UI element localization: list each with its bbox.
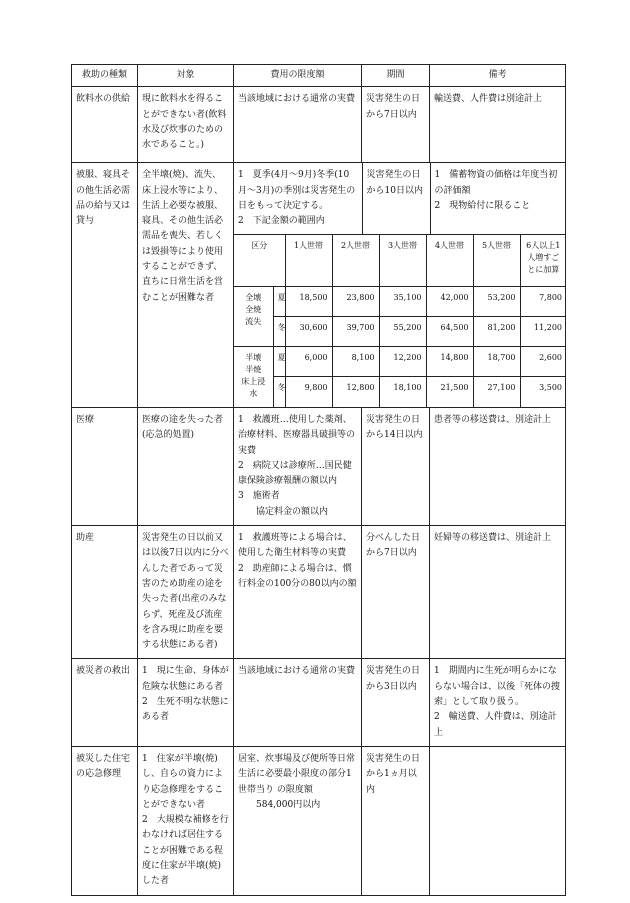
- cost-cell: 当該地域における通常の実費: [234, 87, 362, 163]
- amount-cell: 3,500: [520, 377, 566, 407]
- cost-cell: 居室、炊事場及び便所等日常生活に必要最小限度の部分1世帯当り の限度額 584,000円以内: [234, 746, 362, 895]
- period-cell: 分べんした日から7日以内: [362, 526, 430, 659]
- amount-cell: 21,500: [426, 377, 473, 407]
- amount-cell: 8,100: [332, 347, 379, 377]
- cost-cell: 1 救護班等による場合は、使用した衛生材料等の実費 2 助産師による場合は、慣行料金の100分の80以内の額: [234, 526, 362, 659]
- season-cell: 夏: [273, 347, 285, 377]
- amount-cell: 64,500: [426, 317, 473, 347]
- target-cell: 災害発生の日以前又は以後7日以内に分べんした者であって災害のため助産の途を失った者(出産のみならず、死産及び流産を含み現に助産を要する状態にある者): [138, 526, 234, 659]
- amount-cell: 18,100: [379, 377, 426, 407]
- target-cell: 現に飲料水を得ることができない者(飲料水及び炊事のための水であること。): [138, 87, 234, 163]
- amount-header-row: [234, 235, 566, 287]
- target-cell: 1 現に生命、身体が危険な状態にある者 2 生死不明な状態にある者: [138, 659, 234, 746]
- kind-cell: 被服、寝具その他生活必需品の給与又は貸与: [72, 163, 138, 408]
- amount-header-cell: 2人世帯: [332, 235, 379, 287]
- cost-cell: 1 夏季(4月〜9月)冬季(10月〜3月)の季別は災害発生の日をもって決定する。 2 下記金額の範囲内: [234, 163, 362, 234]
- amount-header-cell: 1人世帯: [285, 235, 332, 287]
- table-row: [72, 526, 566, 659]
- amount-cell: 9,800: [285, 377, 332, 407]
- relief-standards-table: [71, 64, 566, 896]
- amount-cell: 12,800: [332, 377, 379, 407]
- amount-cell: 27,100: [473, 377, 520, 407]
- table-row: [72, 659, 566, 746]
- season-cell: 冬: [273, 317, 285, 347]
- amount-header-cell: 4人世帯: [426, 235, 473, 287]
- target-cell: 1 住家が半壊(焼)し、自らの資力により応急修理をすることができない者 2 大規模な補修を行わなければ居住することが困難である程度に住家が半壊(焼)した者: [138, 746, 234, 895]
- table-row: [72, 746, 566, 895]
- amount-cell: 39,700: [332, 317, 379, 347]
- target-cell: 医療の途を失った者(応急的処置): [138, 407, 234, 525]
- period-cell: 災害発生の日から7日以内: [362, 87, 430, 163]
- amount-header-cell: 6人以上1人増すごとに加算: [520, 235, 566, 287]
- period-cell: 災害発生の日から1ヵ月以内: [362, 746, 430, 895]
- amount-group-label: 全壊 全焼 流失: [234, 287, 273, 347]
- amount-cell: 11,200: [520, 317, 566, 347]
- kind-cell: 医療: [72, 407, 138, 525]
- amount-cell: 35,100: [379, 287, 426, 317]
- note-cell: 1 備蓄物資の価格は年度当初の評価額 2 現物給付に限ること: [430, 163, 566, 234]
- kind-cell: 助産: [72, 526, 138, 659]
- header-cost: 費用の限度額: [234, 65, 362, 87]
- amount-cell: 6,000: [285, 347, 332, 377]
- header-period: 期間: [362, 65, 430, 87]
- period-cell: 災害発生の日から3日以内: [362, 659, 430, 746]
- season-cell: 冬: [273, 377, 285, 407]
- amount-cell: 18,500: [285, 287, 332, 317]
- amount-row: [234, 287, 566, 317]
- amount-row: [234, 377, 566, 407]
- amount-cell: 12,200: [379, 347, 426, 377]
- amount-cell: 55,200: [379, 317, 426, 347]
- amount-cell: 81,200: [473, 317, 520, 347]
- table-row: [72, 163, 566, 408]
- note-cell: [430, 746, 566, 895]
- amount-header-cell: 区分: [234, 235, 285, 287]
- period-cell: 災害発生の日から10日以内: [362, 163, 430, 234]
- period-cell: 災害発生の日から14日以内: [362, 407, 430, 525]
- header-row: [72, 65, 566, 87]
- amount-cell: 23,800: [332, 287, 379, 317]
- cost-text-table: [234, 163, 566, 234]
- cost-cell: 当該地域における通常の実費: [234, 659, 362, 746]
- cost-cell: 1 救護班…使用した薬剤、治療材料、医療器具破損等の実費 2 病院又は診療所…国民健康保険診療報酬の額以内 3 施術者 協定料金の額以内: [234, 407, 362, 525]
- table-row: [72, 407, 566, 525]
- amount-cell: 30,600: [285, 317, 332, 347]
- amount-cell: 53,200: [473, 287, 520, 317]
- season-cell: 夏: [273, 287, 285, 317]
- amount-cell: 14,800: [426, 347, 473, 377]
- amount-header-cell: 5人世帯: [473, 235, 520, 287]
- amount-cell: 42,000: [426, 287, 473, 317]
- table-row: [72, 87, 566, 163]
- note-cell: 1 期間内に生死が明らかにならない場合は、以後「死体の捜索」として取り扱う。 2 輸送費、人件費は、別途計上: [430, 659, 566, 746]
- note-cell: 妊婦等の移送費は、別途計上: [430, 526, 566, 659]
- amount-cell: 2,600: [520, 347, 566, 377]
- amount-header-cell: 3人世帯: [379, 235, 426, 287]
- target-cell: 全半壊(焼)、流失、床上浸水等により、生活上必要な被服、寝具、その他生活必需品を喪失、若しくは毀損等により使用することができず、直ちに日常生活を営むことが困難な者: [138, 163, 234, 408]
- kind-cell: 被災した住宅の応急修理: [72, 746, 138, 895]
- amount-row: [234, 317, 566, 347]
- header-note: 備考: [430, 65, 566, 87]
- header-kind: 救助の種類: [72, 65, 138, 87]
- amount-cell: 18,700: [473, 347, 520, 377]
- note-cell: 輸送費、人件費は別途計上: [430, 87, 566, 163]
- note-cell: 患者等の移送費は、別途計上: [430, 407, 566, 525]
- kind-cell: 飲料水の供給: [72, 87, 138, 163]
- amount-cell: 7,800: [520, 287, 566, 317]
- amount-row: [234, 347, 566, 377]
- header-target: 対象: [138, 65, 234, 87]
- amount-table: [234, 234, 566, 407]
- amount-group-label: 半壊 半焼 床上浸水: [234, 347, 273, 407]
- kind-cell: 被災者の救出: [72, 659, 138, 746]
- cost-period-note-cell: [234, 163, 566, 408]
- document-page: [71, 64, 565, 896]
